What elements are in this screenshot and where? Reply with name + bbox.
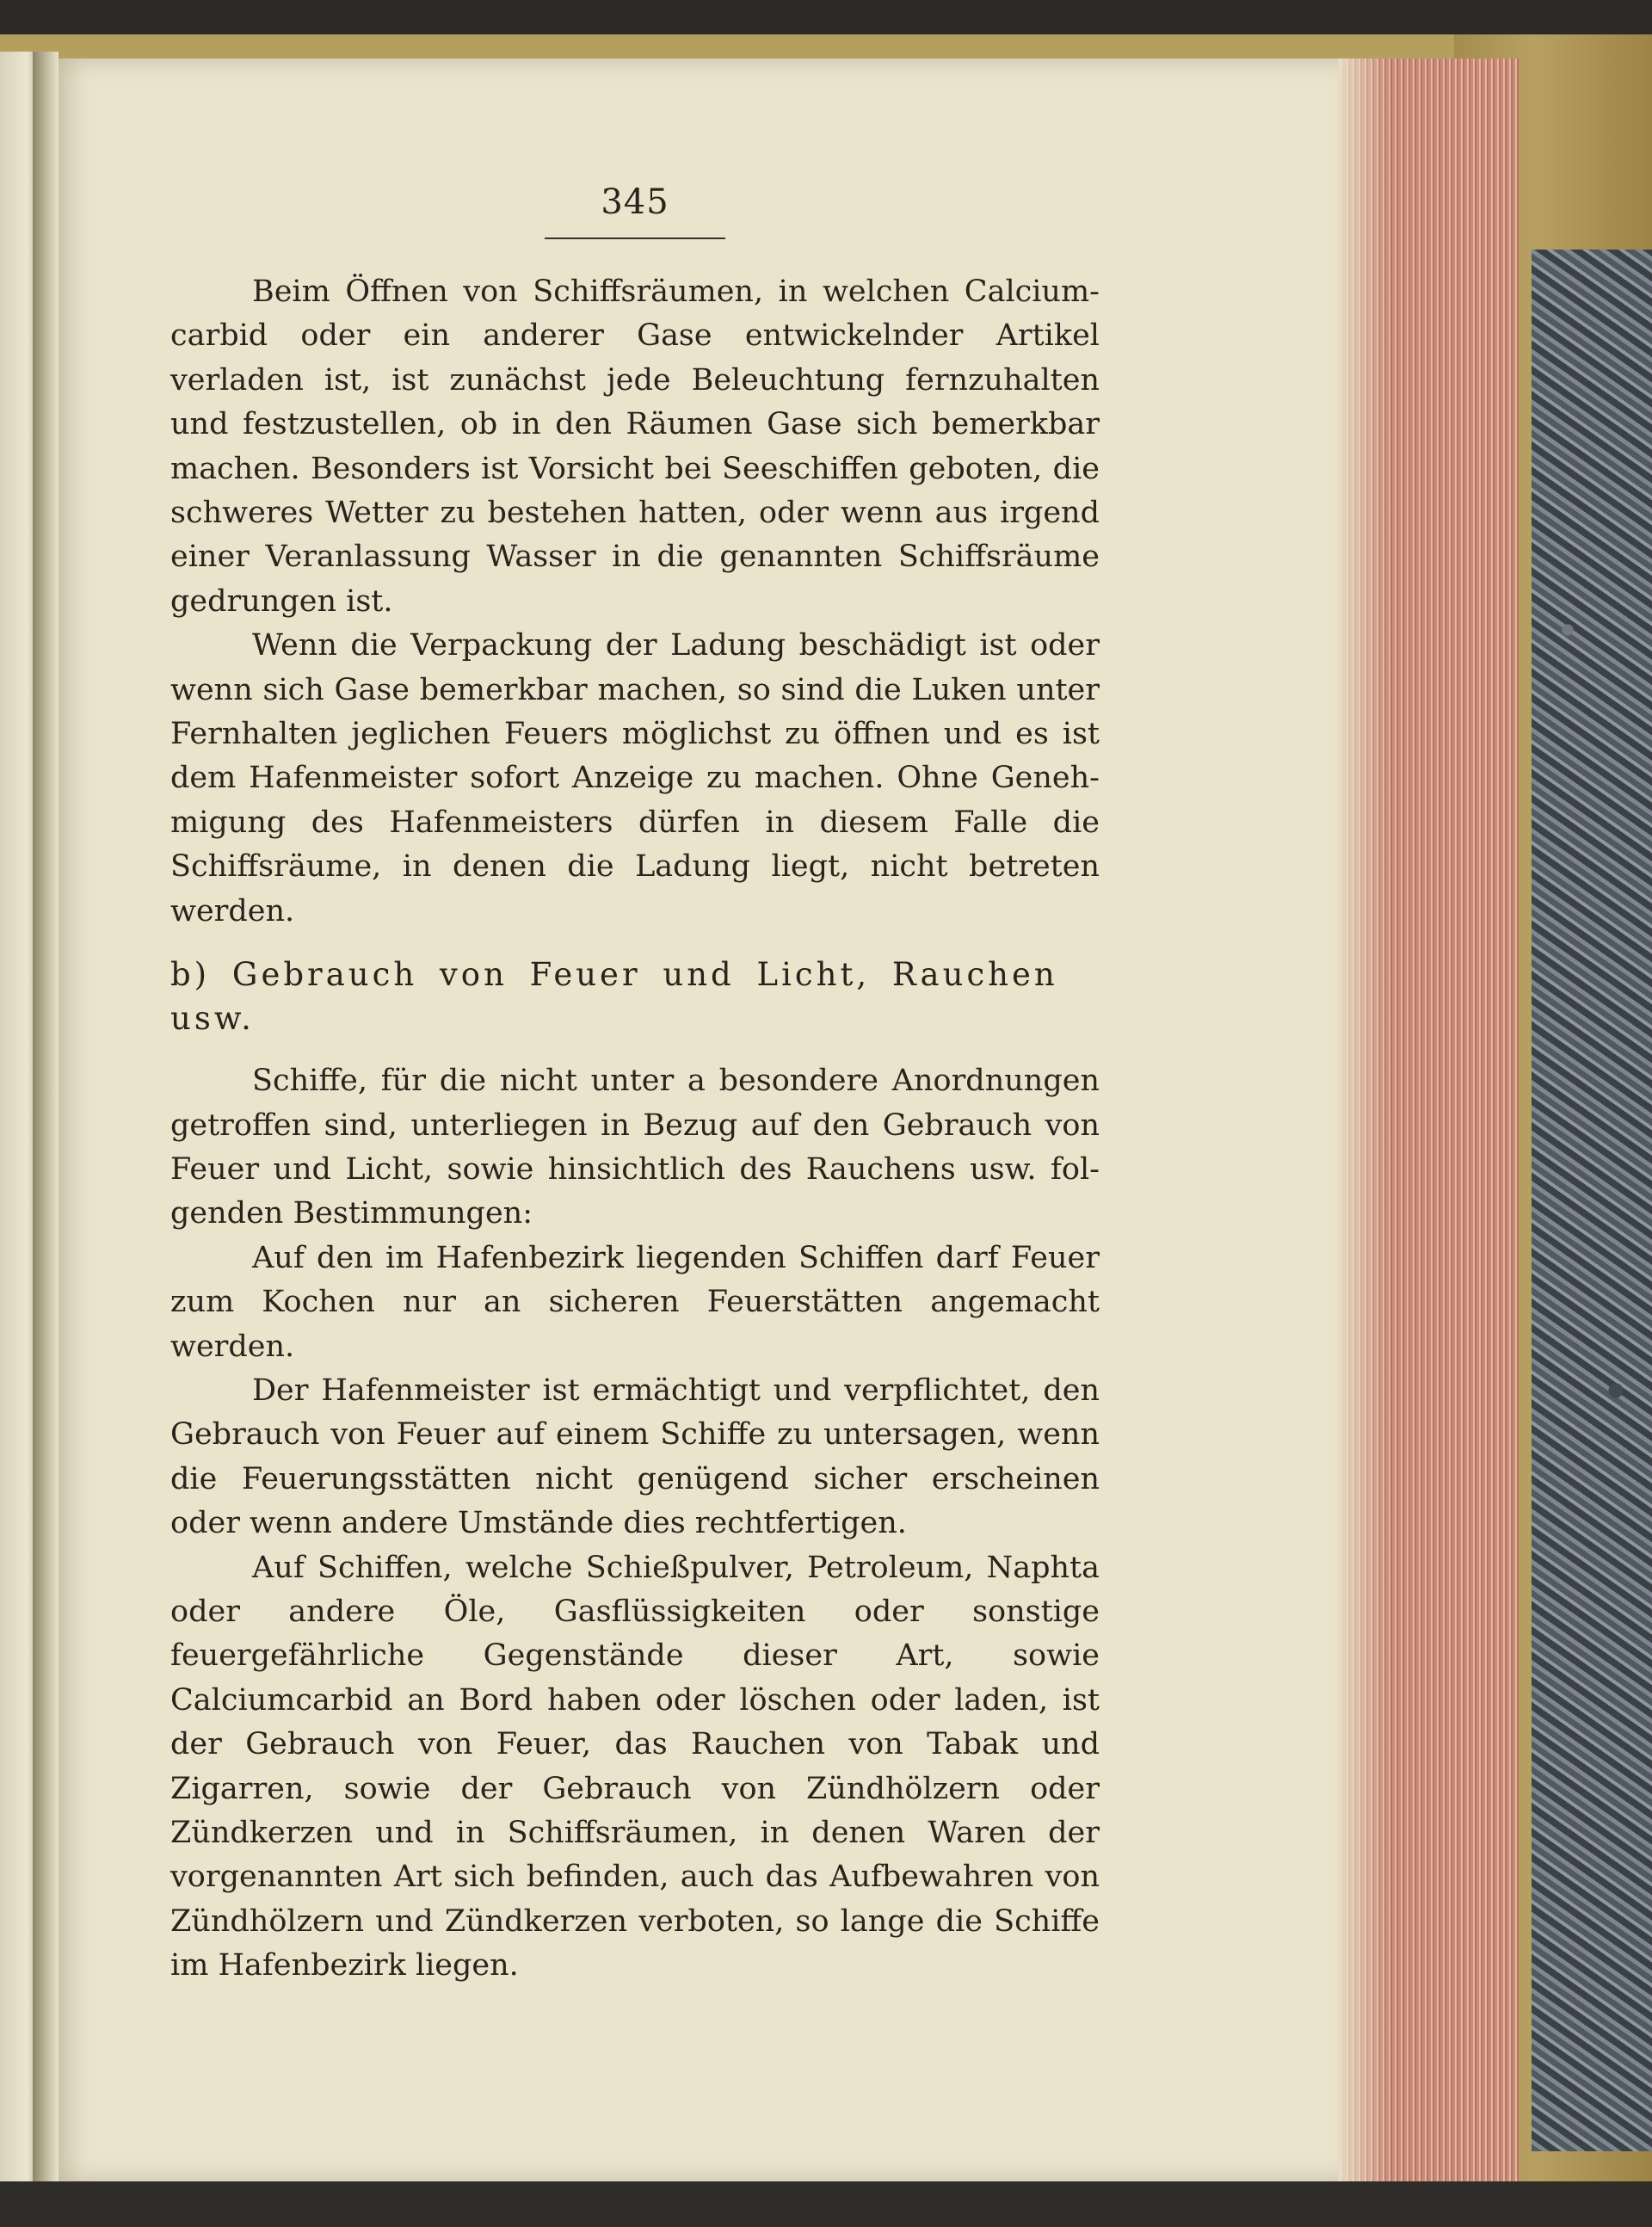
page-number: 345: [601, 182, 669, 222]
page-text: [170, 182, 1100, 1989]
page-edge-shadow: [1338, 59, 1390, 2182]
section-heading: b) Gebrauch von Feuer und Licht, Rauchen usw.: [170, 956, 1058, 1038]
paragraph: Schiffe, für die nicht unter a besondere Anordnungen getroffen sind, unterliegen in Bezug auf den Gebrauch von Feuer und Licht, sowie hinsichtlich des Rauchens usw. folgenden Bestimmungen:: [170, 1064, 1100, 1231]
paragraph: Wenn die Verpackung der Ladung beschädigt ist oder wenn sich Gase bemerkbar machen, so sind die Luken unter Fernhalten jeglichen Feuers möglichst zu öffnen und es ist dem Hafenmeister sofort Anzeige zu machen. Ohne Genehmigung des Hafenmeisters dürfen in diesem Falle die Schiffsräume, in denen die Ladung liegt, nicht betreten werden.: [170, 628, 1100, 928]
page-number-rule: [545, 238, 725, 239]
paragraph: Auf Schiffen, welche Schießpulver, Petroleum, Naphta oder andere Öle, Gasflüssigkeiten oder sonstige feuergefährliche Gegenstände dieser Art, sowie Calciumcarbid an Bord haben oder löschen oder laden, ist der Gebrauch von Feuer, das Rauchen von Tabak und Zigarren, sowie der Gebrauch von Zündhölzern oder Zündkerzen und in Schiffsräumen, in denen Waren der vorgenannten Art sich befinden, auch das Aufbewahren von Zündhölzern und Zündkerzen verboten, so lange die Schiffe im Hafenbezirk liegen.: [170, 1550, 1100, 1983]
paragraph: Auf den im Hafenbezirk liegenden Schiffen darf Feuer zum Kochen nur an sicheren Feuerstätten angemacht werden.: [170, 1240, 1100, 1364]
paragraph: Beim Öffnen von Schiffsräumen, in welchen Calciumcarbid oder ein anderer Gase entwickelnder Artikel verladen ist, ist zunächst jede Beleuchtung fernzuhalten und festzustellen, ob in den Räumen Gase sich bemerkbar machen. Besonders ist Vorsicht bei Seeschiffen geboten, die schweres Wetter zu bestehen hatten, oder wenn aus irgend einer Veranlassung Wasser in die genannten Schiffsräume gedrungen ist.: [170, 275, 1100, 619]
paragraph: Der Hafenmeister ist ermächtigt und verpflichtet, den Gebrauch von Feuer auf einem Schiffe zu untersagen, wenn die Feuerungsstätten nicht genügend sicher erscheinen oder wenn andere Umstände dies rechtfertigen.: [170, 1373, 1100, 1541]
book-gutter: [33, 52, 59, 2194]
marbled-endpaper: [1532, 250, 1652, 2151]
background-bottom: [0, 2181, 1652, 2227]
